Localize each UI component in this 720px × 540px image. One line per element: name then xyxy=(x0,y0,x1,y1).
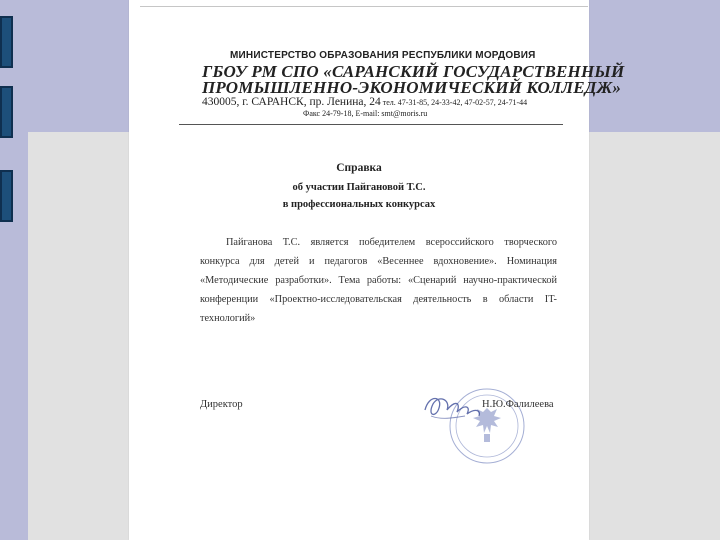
document-body: Пайганова Т.С. является победителем всероссийского творческого конкурса для детей и педагогов «Весеннее вдохновение». Номинация «Методические разработки». Тема работы: «Сценарий научно-практической конференции «Проектно-исследовательская деятельность в области IT-технологий» xyxy=(200,237,557,324)
slide-tab-decoration xyxy=(0,16,13,68)
ministry-name: МИНИСТЕРСТВО ОБРАЗОВАНИЯ РЕСПУБЛИКИ МОРДОВИЯ xyxy=(230,50,536,61)
letterhead-divider xyxy=(179,124,563,125)
document-subtitle-2: в профессиональных конкурсах xyxy=(282,199,436,210)
college-name-line2: ПРОМЫШЛЕННО-ЭКОНОМИЧЕСКИЙ КОЛЛЕДЖ» xyxy=(202,78,622,97)
slide-tab-decoration xyxy=(0,86,13,138)
official-stamp-signature xyxy=(421,376,527,468)
college-address xyxy=(202,96,527,108)
phone-numbers: тел. 47-31-85, 24-33-42, 47-02-57, 24-71-44 xyxy=(382,98,528,107)
signatory-role: Директор xyxy=(200,399,243,410)
scan-edge-line xyxy=(140,6,588,7)
scanned-document xyxy=(129,0,625,540)
signatory-name: Н.Ю.Фалилеева xyxy=(482,399,554,410)
document-subtitle-1: об участии Пайгановой Т.С. xyxy=(292,182,426,193)
document-title: Справка xyxy=(336,162,382,174)
slide-tab-decoration xyxy=(0,170,13,222)
address-text: 430005, г. САРАНСК, пр. Ленина, 24 xyxy=(202,96,381,108)
fax-email: Факс 24-79-18, E-mail: smt@moris.ru xyxy=(303,109,428,118)
college-name-line1: ГБОУ РМ СПО «САРАНСКИЙ ГОСУДАРСТВЕННЫЙ xyxy=(202,62,625,81)
